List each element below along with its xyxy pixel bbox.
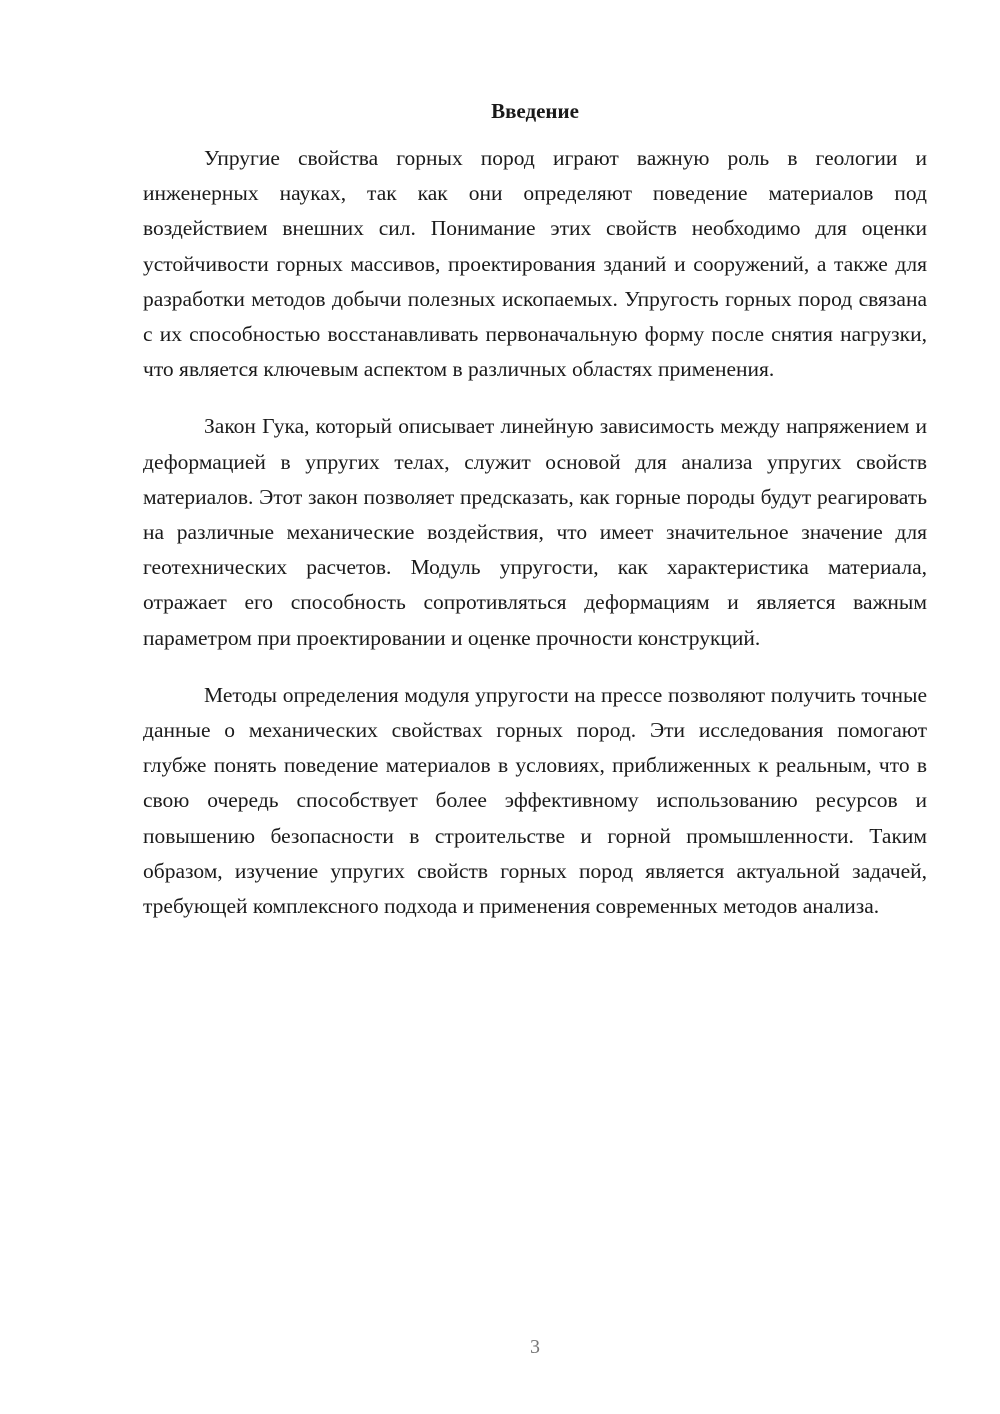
page-number: 3 bbox=[530, 1336, 540, 1358]
paragraph-2: Закон Гука, который описывает линейную зависимость между напряжением и деформацией в упругих телах, служит основой для анализа упругих свойств материалов. Этот закон позволяет предсказать, как горные породы будут реагировать на различные механические воздействия, что имеет значительное значение для геотехнических расчетов. Модуль упругости, как характеристика материала, отражает его способность сопротивляться деформациям и является важным параметром при проектировании и оценке прочности конструкций. bbox=[143, 414, 927, 650]
section-heading: Введение bbox=[491, 99, 579, 123]
paragraph-3: Методы определения модуля упругости на прессе позволяют получить точные данные о механических свойствах горных пород. Эти исследования помогают глубже понять поведение материалов в условиях, приближенных к реальным, что в свою очередь способствует более эффективному использованию ресурсов и повышению безопасности в строительстве и горной промышленности. Таким образом, изучение упругих свойств горных пород является актуальной задачей, требующей комплексного подхода и применения современных методов анализа. bbox=[143, 682, 927, 919]
paragraph-1: Упругие свойства горных пород играют важную роль в геологии и инженерных науках, так как они определяют поведение материалов под воздействием внешних сил. Понимание этих свойств необходимо для оценки устойчивости горных массивов, проектирования зданий и сооружений, а также для разработки методов добычи полезных ископаемых. Упругость горных пород связана с их способностью восстанавливать первоначальную форму после снятия нагрузки, что является ключевым аспектом в различных областях применения. bbox=[143, 146, 927, 382]
body-text bbox=[143, 141, 927, 946]
